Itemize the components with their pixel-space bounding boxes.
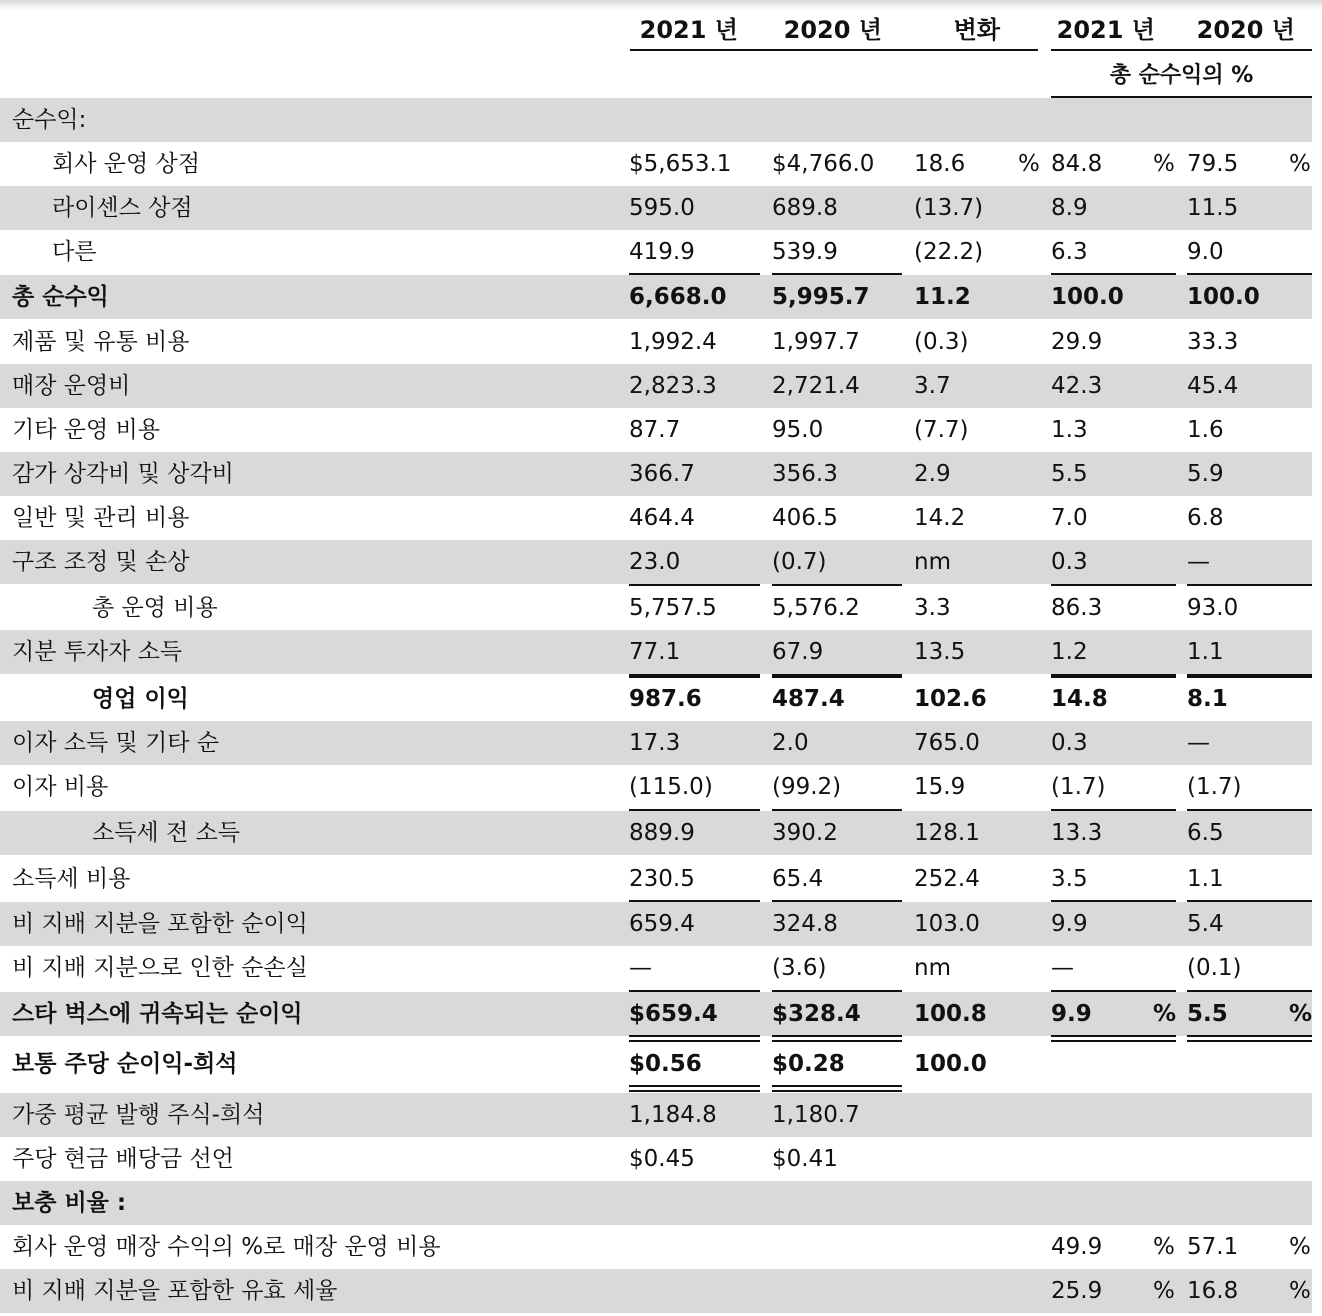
- row-label: 영업 이익: [92, 686, 189, 712]
- pct-2021: 1.3: [1051, 417, 1088, 443]
- table-row: [0, 496, 1312, 540]
- pct-2020: —: [1187, 730, 1210, 756]
- rule: [629, 273, 760, 275]
- value-2021: 6,668.0: [629, 284, 727, 310]
- value-2020: 1,180.7: [772, 1102, 860, 1128]
- value-change: 102.6: [914, 686, 987, 712]
- row-label: 주당 현금 배당금 선언: [12, 1146, 234, 1172]
- pct-2021: 8.9: [1051, 195, 1088, 221]
- value-change: 252.4: [914, 866, 980, 892]
- double-rule: [629, 1035, 760, 1042]
- pct-2021: 14.8: [1051, 686, 1108, 712]
- table-row: [0, 765, 1312, 809]
- header-change: 변화: [953, 16, 1000, 44]
- value-2020: $0.28: [772, 1051, 845, 1077]
- value-change: 100.0: [914, 1051, 987, 1077]
- value-change: (22.2): [914, 239, 984, 265]
- table-row: [0, 721, 1312, 765]
- table-row: [0, 186, 1312, 230]
- value-2021: $0.56: [629, 1051, 702, 1077]
- percent-sign: %: [1153, 1278, 1175, 1304]
- pct-2020: 1.6: [1187, 417, 1224, 443]
- value-change: 765.0: [914, 730, 980, 756]
- row-label: 가중 평균 발행 주식-희석: [12, 1102, 265, 1128]
- percent-sign: %: [1289, 1278, 1311, 1304]
- row-label: 이자 비용: [12, 774, 109, 800]
- pct-2021: 100.0: [1051, 284, 1124, 310]
- row-label: 구조 조정 및 손상: [12, 549, 190, 575]
- pct-2020: 57.1: [1187, 1234, 1239, 1260]
- table-row: [0, 677, 1312, 721]
- value-2021: $5,653.1: [629, 151, 732, 177]
- pct-2021: 1.2: [1051, 639, 1088, 665]
- rule: [772, 674, 902, 678]
- value-2020: (99.2): [772, 774, 842, 800]
- pct-2021: 86.3: [1051, 595, 1103, 621]
- value-2020: 356.3: [772, 461, 838, 487]
- row-label: 이자 소득 및 기타 순: [12, 730, 219, 756]
- value-2020: 5,995.7: [772, 284, 870, 310]
- table-row: [0, 857, 1312, 901]
- rule: [1051, 584, 1176, 586]
- pct-2020: 5.9: [1187, 461, 1224, 487]
- row-label: 회사 운영 매장 수익의 %로 매장 운영 비용: [12, 1234, 441, 1260]
- value-2020: 1,997.7: [772, 329, 860, 355]
- rule: [629, 674, 760, 678]
- percent-sign: %: [1018, 151, 1040, 177]
- rule: [1051, 990, 1176, 992]
- row-label: 감가 상각비 및 상각비: [12, 461, 234, 487]
- row-label: 총 순수익: [12, 284, 109, 310]
- value-2021: 17.3: [629, 730, 681, 756]
- pct-2020: 45.4: [1187, 373, 1239, 399]
- value-2020: 5,576.2: [772, 595, 860, 621]
- rule: [629, 809, 760, 811]
- pct-2020: 1.1: [1187, 639, 1224, 665]
- table-row: [0, 630, 1312, 674]
- pct-2021: 6.3: [1051, 239, 1088, 265]
- pct-2021: 0.3: [1051, 549, 1088, 575]
- rule: [629, 900, 760, 902]
- pct-2020: 1.1: [1187, 866, 1224, 892]
- value-change: (7.7): [914, 417, 969, 443]
- table-row: [0, 1269, 1312, 1313]
- double-rule: [1051, 1035, 1176, 1042]
- pct-2020: (0.1): [1187, 955, 1242, 981]
- pct-2020: (1.7): [1187, 774, 1242, 800]
- header-underline-left: [630, 49, 1038, 51]
- value-2020: 65.4: [772, 866, 824, 892]
- row-label: 보충 비율 :: [12, 1190, 127, 1216]
- table-row: [0, 452, 1312, 496]
- pct-2020: —: [1187, 549, 1210, 575]
- row-label: 제품 및 유통 비용: [12, 329, 190, 355]
- rule: [1187, 809, 1312, 811]
- rule: [772, 990, 902, 992]
- pct-2021: 84.8: [1051, 151, 1103, 177]
- value-2021: 419.9: [629, 239, 695, 265]
- row-label: 소득세 전 소득: [92, 820, 240, 846]
- header-pct-2021: 2021 년: [1056, 16, 1155, 44]
- row-label: 기타 운영 비용: [12, 417, 160, 443]
- header-pct-2020: 2020 년: [1196, 16, 1295, 44]
- rule: [1051, 900, 1176, 902]
- pct-2020: 6.8: [1187, 505, 1224, 531]
- value-change: 3.3: [914, 595, 951, 621]
- value-2021: 77.1: [629, 639, 681, 665]
- pct-2021: (1.7): [1051, 774, 1106, 800]
- percent-sign: %: [1289, 1234, 1311, 1260]
- percent-sign: %: [1289, 151, 1311, 177]
- value-2020: 67.9: [772, 639, 824, 665]
- rule: [1051, 674, 1176, 678]
- row-label: 지분 투자자 소득: [12, 639, 183, 665]
- value-2021: 23.0: [629, 549, 681, 575]
- pct-2020: 16.8: [1187, 1278, 1239, 1304]
- value-2021: 889.9: [629, 820, 695, 846]
- value-change: 18.6: [914, 151, 966, 177]
- top-shadow: [0, 0, 1322, 10]
- pct-2021: 9.9: [1051, 911, 1088, 937]
- row-label: 순수익:: [12, 107, 87, 133]
- table-row: [0, 364, 1312, 408]
- value-2021: $659.4: [629, 1001, 718, 1027]
- percent-sign: %: [1153, 1234, 1175, 1260]
- value-2020: 2.0: [772, 730, 809, 756]
- percent-sign: %: [1289, 1001, 1313, 1027]
- value-change: 100.8: [914, 1001, 987, 1027]
- row-label: 비 지배 지분을 포함한 유효 세율: [12, 1278, 338, 1304]
- value-change: (13.7): [914, 195, 984, 221]
- value-2021: 2,823.3: [629, 373, 717, 399]
- value-2020: 487.4: [772, 686, 845, 712]
- rule: [772, 900, 902, 902]
- pct-2021: 25.9: [1051, 1278, 1103, 1304]
- value-2021: (115.0): [629, 774, 713, 800]
- value-2020: (3.6): [772, 955, 827, 981]
- value-change: 15.9: [914, 774, 966, 800]
- value-change: 13.5: [914, 639, 966, 665]
- row-label: 스타 벅스에 귀속되는 순이익: [12, 1001, 303, 1027]
- table-row: [0, 946, 1312, 990]
- value-change: nm: [914, 549, 951, 575]
- table-row: [0, 1042, 1312, 1086]
- row-label: 비 지배 지분을 포함한 순이익: [12, 911, 308, 937]
- rule: [772, 584, 902, 586]
- rule: [1051, 809, 1176, 811]
- value-2021: —: [629, 955, 652, 981]
- pct-2020: 79.5: [1187, 151, 1239, 177]
- value-2020: 689.8: [772, 195, 838, 221]
- pct-2020: 93.0: [1187, 595, 1239, 621]
- pct-2021: 29.9: [1051, 329, 1103, 355]
- table-row: [0, 98, 1312, 142]
- double-rule: [772, 1035, 902, 1042]
- table-row: [0, 1093, 1312, 1137]
- double-rule: [1187, 1035, 1312, 1042]
- value-2021: 87.7: [629, 417, 681, 443]
- value-change: 103.0: [914, 911, 980, 937]
- row-label: 비 지배 지분으로 인한 순손실: [12, 955, 308, 981]
- value-2021: 659.4: [629, 911, 695, 937]
- value-2020: 539.9: [772, 239, 838, 265]
- value-change: 3.7: [914, 373, 951, 399]
- value-2021: 1,992.4: [629, 329, 717, 355]
- pct-2020: 6.5: [1187, 820, 1224, 846]
- value-2021: 1,184.8: [629, 1102, 717, 1128]
- pct-2021: 5.5: [1051, 461, 1088, 487]
- row-label: 매장 운영비: [12, 373, 131, 399]
- value-2020: $0.41: [772, 1146, 838, 1172]
- value-2020: 2,721.4: [772, 373, 860, 399]
- header-pct-group: 총 순수익의 %: [1109, 63, 1254, 88]
- header-underline-right: [1051, 49, 1312, 51]
- row-label: 일반 및 관리 비용: [12, 505, 190, 531]
- header-2021: 2021 년: [639, 16, 738, 44]
- table-row: [0, 811, 1312, 855]
- pct-2020: 11.5: [1187, 195, 1239, 221]
- rule: [1187, 900, 1312, 902]
- value-change: nm: [914, 955, 951, 981]
- pct-2020: 5.4: [1187, 911, 1224, 937]
- pct-2021: 49.9: [1051, 1234, 1103, 1260]
- pct-2021: 7.0: [1051, 505, 1088, 531]
- value-2020: 324.8: [772, 911, 838, 937]
- value-2020: $328.4: [772, 1001, 861, 1027]
- value-2021: 230.5: [629, 866, 695, 892]
- row-label: 소득세 비용: [12, 866, 131, 892]
- percent-sign: %: [1153, 151, 1175, 177]
- value-2020: 406.5: [772, 505, 838, 531]
- value-2021: 464.4: [629, 505, 695, 531]
- value-2020: 390.2: [772, 820, 838, 846]
- pct-2021: 42.3: [1051, 373, 1103, 399]
- table-row: [0, 320, 1312, 364]
- row-label: 보통 주당 순이익-희석: [12, 1051, 238, 1077]
- rule: [1187, 584, 1312, 586]
- percent-sign: %: [1153, 1001, 1177, 1027]
- table-row: [0, 230, 1312, 274]
- value-change: 2.9: [914, 461, 951, 487]
- value-2020: (0.7): [772, 549, 827, 575]
- table-row: [0, 992, 1312, 1036]
- value-2021: 366.7: [629, 461, 695, 487]
- value-change: 128.1: [914, 820, 980, 846]
- row-label: 회사 운영 상점: [52, 151, 200, 177]
- table-row: [0, 408, 1312, 452]
- pct-2021: 0.3: [1051, 730, 1088, 756]
- rule: [772, 809, 902, 811]
- rule: [629, 584, 760, 586]
- table-row: [0, 275, 1312, 319]
- pct-2020: 33.3: [1187, 329, 1239, 355]
- row-label: 다른: [52, 239, 97, 265]
- pct-2020: 8.1: [1187, 686, 1228, 712]
- table-row: [0, 1137, 1312, 1181]
- table-row: [0, 902, 1312, 946]
- value-2021: $0.45: [629, 1146, 695, 1172]
- value-2021: 595.0: [629, 195, 695, 221]
- pct-2020: 9.0: [1187, 239, 1224, 265]
- table-row: [0, 1181, 1312, 1225]
- value-change: 11.2: [914, 284, 971, 310]
- pct-2021: 9.9: [1051, 1001, 1092, 1027]
- double-rule: [772, 1085, 902, 1092]
- rule: [772, 273, 902, 275]
- pct-2021: 13.3: [1051, 820, 1103, 846]
- table-row: [0, 586, 1312, 630]
- value-change: 14.2: [914, 505, 966, 531]
- rule: [1051, 273, 1176, 275]
- pct-2020: 5.5: [1187, 1001, 1228, 1027]
- value-2020: $4,766.0: [772, 151, 875, 177]
- row-label: 라이센스 상점: [52, 195, 193, 221]
- value-2020: 95.0: [772, 417, 824, 443]
- value-2021: 987.6: [629, 686, 702, 712]
- pct-2021: —: [1051, 955, 1074, 981]
- pct-2021: 3.5: [1051, 866, 1088, 892]
- value-2021: 5,757.5: [629, 595, 717, 621]
- row-label: 총 운영 비용: [92, 595, 218, 621]
- table-row: [0, 142, 1312, 186]
- rule: [1187, 273, 1312, 275]
- double-rule: [629, 1085, 760, 1092]
- header-2020: 2020 년: [783, 16, 882, 44]
- rule: [1187, 674, 1312, 678]
- value-change: (0.3): [914, 329, 969, 355]
- table-row: [0, 1225, 1312, 1269]
- table-row: [0, 540, 1312, 584]
- rule: [629, 990, 760, 992]
- rule: [1187, 990, 1312, 992]
- pct-2020: 100.0: [1187, 284, 1260, 310]
